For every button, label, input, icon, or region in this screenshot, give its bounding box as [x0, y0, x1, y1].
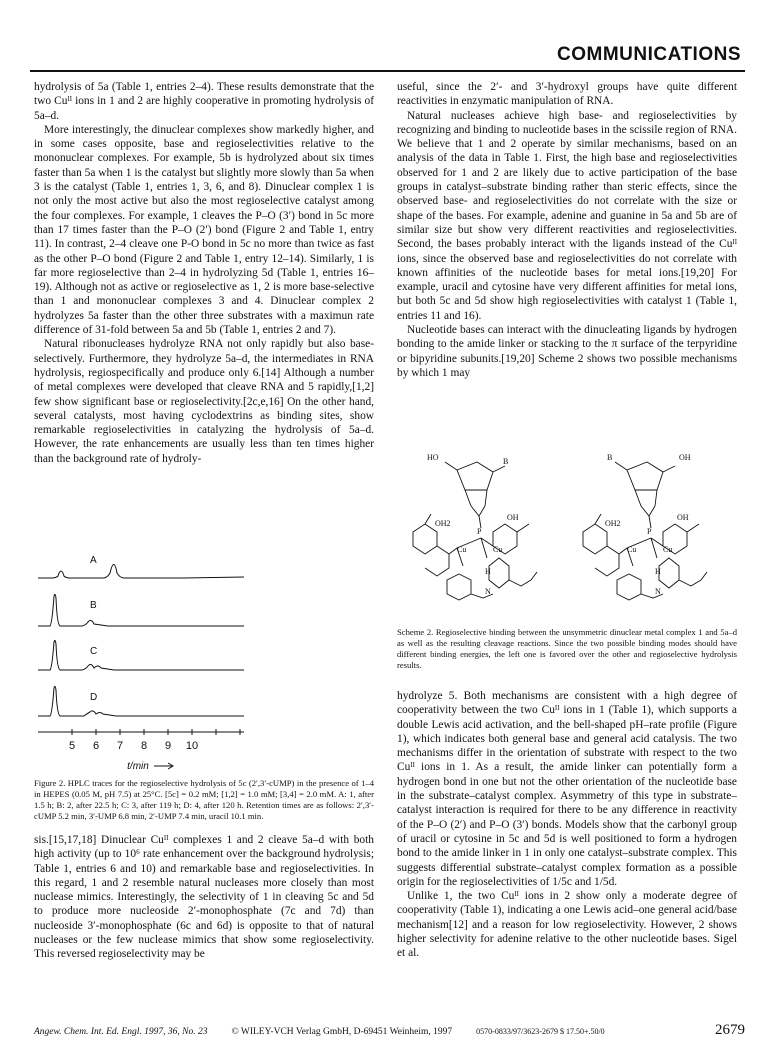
figure-2 — [34, 546, 374, 822]
label-b: B — [503, 457, 509, 466]
hplc-traces — [34, 546, 284, 774]
journal-citation: Angew. Chem. Int. Ed. Engl. 1997, 36, No. 23 — [34, 1027, 208, 1037]
label-b: B — [607, 453, 613, 462]
label-cu: Cu — [493, 545, 503, 554]
trace-a — [38, 565, 244, 579]
trace-label-c: C — [90, 646, 98, 657]
trace-label-a: A — [90, 555, 97, 566]
label-oh: OH — [507, 513, 519, 522]
paragraph: Unlike 1, the two Cuᴵᴵ ions in 2 show only a moderate degree of cooperativity (Table 1), indicating a one Lewis acid–one general acid/base mechanism[12] and a reason for low regioselectivity. However, 2 shows higher selectivity for adenine relative to the other nucleotide bases. Sigel et al. — [397, 890, 737, 960]
label-n: N — [655, 587, 661, 596]
label-p: P — [477, 527, 482, 536]
label-oh2: OH2 — [605, 519, 621, 528]
tick-label: 8 — [140, 740, 148, 752]
right-column — [397, 80, 737, 380]
paragraph: hydrolysis of 5a (Table 1, entries 2–4). These results demonstrate that the two Cuᴵᴵ ions in 1 and 2 are highly cooperative in promoting hydrolysis of 5a–d. — [34, 81, 374, 122]
scheme-2-caption: Scheme 2. Regioselective binding between the unsymmetric dinuclear metal complex 1 and 5a–d as well as the resulting cleavage reactions. Since the two possible binding modes should have different binding energies, the left one is favored over the other and regioselective hydrolysis results. — [397, 627, 737, 670]
page-number: 2679 — [715, 1022, 745, 1038]
page-footer — [34, 1022, 745, 1039]
trace-c — [38, 640, 244, 670]
label-ho: HO — [427, 453, 439, 462]
label-h: H — [485, 567, 491, 576]
trace-b — [38, 594, 244, 626]
tick-label: 6 — [92, 740, 100, 752]
tick-label: 10 — [185, 740, 199, 752]
page-header — [0, 0, 775, 76]
trace-label-b: B — [90, 600, 97, 611]
header-rule — [30, 70, 745, 72]
publisher-line: © WILEY-VCH Verlag GmbH, D-69451 Weinheim, 1997 — [231, 1027, 453, 1037]
left-column — [34, 80, 374, 466]
right-complex — [583, 462, 707, 600]
label-n: N — [485, 587, 491, 596]
tick-label: 9 — [164, 740, 172, 752]
tick-label: 7 — [116, 740, 124, 752]
scheme-2 — [397, 448, 737, 671]
scheme-2-structures — [397, 448, 737, 618]
bottom-left-column — [34, 833, 374, 962]
label-cu: Cu — [457, 545, 467, 554]
label-oh: OH — [679, 453, 691, 462]
paragraph: sis.[15,17,18] Dinuclear Cuᴵᴵ complexes 1 and 2 cleave 5a–d with both high activity (up to 10⁶ rate enhancement over the background hydrolysis; Table 1, entries 6 and 10) and remarkable base and regioselectivities. In this regard, 1 and 2 resemble natural nucleases more closely than most nuclease mimics. Interestingly, the selectivity of 1 in cleaving 5c and 5d to produce more nucleoside 2′-monophosphate (7c and 7d) than nucleoside 3′-monophosphate (6c and 6d) is opposite to that of natural nucleases or the few nuclease mimics that show some regioselectivity. This reversed regioselectivity may be — [34, 834, 374, 961]
label-p: P — [647, 527, 652, 536]
trace-label-d: D — [90, 692, 98, 703]
paragraph: hydrolyze 5. Both mechanisms are consistent with a high degree of cooperativity between the two Cuᴵᴵ ions in 1 (Table 1), which supports a double Lewis acid activation, and the bell-shaped pH–rate profile (Figure 1), which indicates both general base and general acid catalysis. The two mechanisms differ in the orientation of substrate with respect to the two Cuᴵᴵ ions in 1. As a result, the amide linker can potentially form a hydrogen bond in one but not the other orientation of the nucleotide base in the substrate–catalyst complex. Asymmetry of this type in substrate–catalyst interaction is required for there to be any difference in reactivity of the P–O (2′) and P–O (3′) bonds. Models show that the carbonyl group of uracil or cytosine in 5c and 5d is well positioned to form a hydrogen bond to the amide linker in 1 in only one catalyst–substrate complex. This suggests differential substrate–catalyst complex formation as a possible origin for the regioselectivities of 1/5c and 1/5d. — [397, 690, 737, 888]
section-title: COMMUNICATIONS — [557, 44, 741, 65]
issn-line: 0570-0833/97/3623-2679 $ 17.50+.50/0 — [476, 1027, 605, 1036]
bottom-right-column — [397, 689, 737, 961]
label-cu: Cu — [663, 545, 673, 554]
label-cu: Cu — [627, 545, 637, 554]
axis-label: t/min — [127, 761, 149, 772]
paragraph: Natural nucleases achieve high base- and regioselectivities by recognizing and binding to nucleotide bases in the scissile region of RNA. We believe that 1 and 2 operate by similar mechanisms, based on an analysis of the data in Table 1. First, the high base and regioselectivities observed for 1 and 2 are likely due to active participation of the base groups in catalyst–substrate binding rather than steric effects, since the observed base- and regioselectivities do not correlate with the size or shape of the bases. For example, adenine and guanine in 5a and 5b are of similar size but show very different reactivities and regioselectivities. Second, the bases probably interact with the ligands instead of the Cuᴵᴵ ions, since the observed base and regioselectivities do not correlate with known affinities of the nucleotide bases for metal ions.[19,20] For example, uracil and cytosine have very different affinities for metal ions, but both 5c and 5d show high regioselectivities with catalyst 1 (Table 1, entries 11 and 16). — [397, 109, 737, 322]
paragraph: Nucleotide bases can interact with the dinucleating ligands by hydrogen bonding to the amide linker or stacking to the π surface of the terpyridine or bipyridine subunits.[19,20] Scheme 2 shows two possible mechanisms by which 1 may — [397, 324, 737, 379]
paragraph: Natural ribonucleases hydrolyze RNA not only rapidly but also base-selectively. Furthermore, they hydrolyze 5a–d, the intermediates in RNA hydrolysis, regiospecifically and produce only 6.[14] Although a number of metal complexes were developed that cleave RNA and 5 rapidly,[1,2] few show significant base or regioselectivity.[2c,e,16] On the other hand, several catalysts, most having cyclodextrins as binding sites, show remarkable regioselectivities in catalyzing the hydrolysis of 5a–d. However, the rate enhancements are usually less than ten times higher than the background rate of hydroly- — [34, 338, 374, 465]
paragraph: useful, since the 2′- and 3′-hydroxyl groups have quite different reactivities in enzymatic manipulation of RNA. — [397, 81, 737, 108]
tick-label: 5 — [68, 740, 76, 752]
left-complex — [413, 462, 537, 600]
label-oh2: OH2 — [435, 519, 451, 528]
figure-2-caption: Figure 2. HPLC traces for the regioselective hydrolysis of 5c (2′,3′-cUMP) in the presence of 1–4 in HEPES (0.05 M, pH 7.5) at 25°C. [5c] = 0.2 mM; [1,2] = 1.0 mM; [3,4] = 2.0 mM. A: 1, after 1.5 h; B: 2, after 22.5 h; C: 3, after 119 h; D: 4, after 120 h. Retention times are as follows: 2′,3′-cUMP 5.2 min, 3′-UMP 6.8 min, 2′-UMP 7.4 min, uracil 10.1 min. — [34, 778, 374, 821]
label-h: H — [655, 567, 661, 576]
trace-d — [38, 686, 244, 716]
paragraph: More interestingly, the dinuclear complexes show markedly higher, and in some cases opposite, base and regioselectivities relative to the mononuclear complexes. For example, 5b is hydrolyzed about six times faster than 5a when 1 is the catalyst but slightly more slowly than 5a when 3 is the catalyst (Table 1, entries 1, 3, 6, and 8). Dinuclear complex 1 is not only the most active but also the most regioselective catalyst among the four complexes. For example, 1 cleaves the P–O (3′) bond in 5c more than 17 times faster than the P–O (2′) bond (Figure 2 and Table 1, entry 11). In contrast, 2–4 cleave one P-O bond in 5c no more than twice as fast as the other P–O bond (Figure 2 and Table 1, entry 12–14). Similarly, 1 is far more regioselective than 2–4 in hydrolyzing 5d (Table 1, entries 16–19). Although not as active or regioselective as 1, 2 is more base-selective than 1 and mononuclear complexes 3 and 4. Dinuclear complex 2 hydrolyzes 5a faster than the other three substrates with a maximun rate difference of 31-fold between 5a and 5b (Table 1, entries 2 and 7). — [34, 123, 374, 337]
label-oh: OH — [677, 513, 689, 522]
